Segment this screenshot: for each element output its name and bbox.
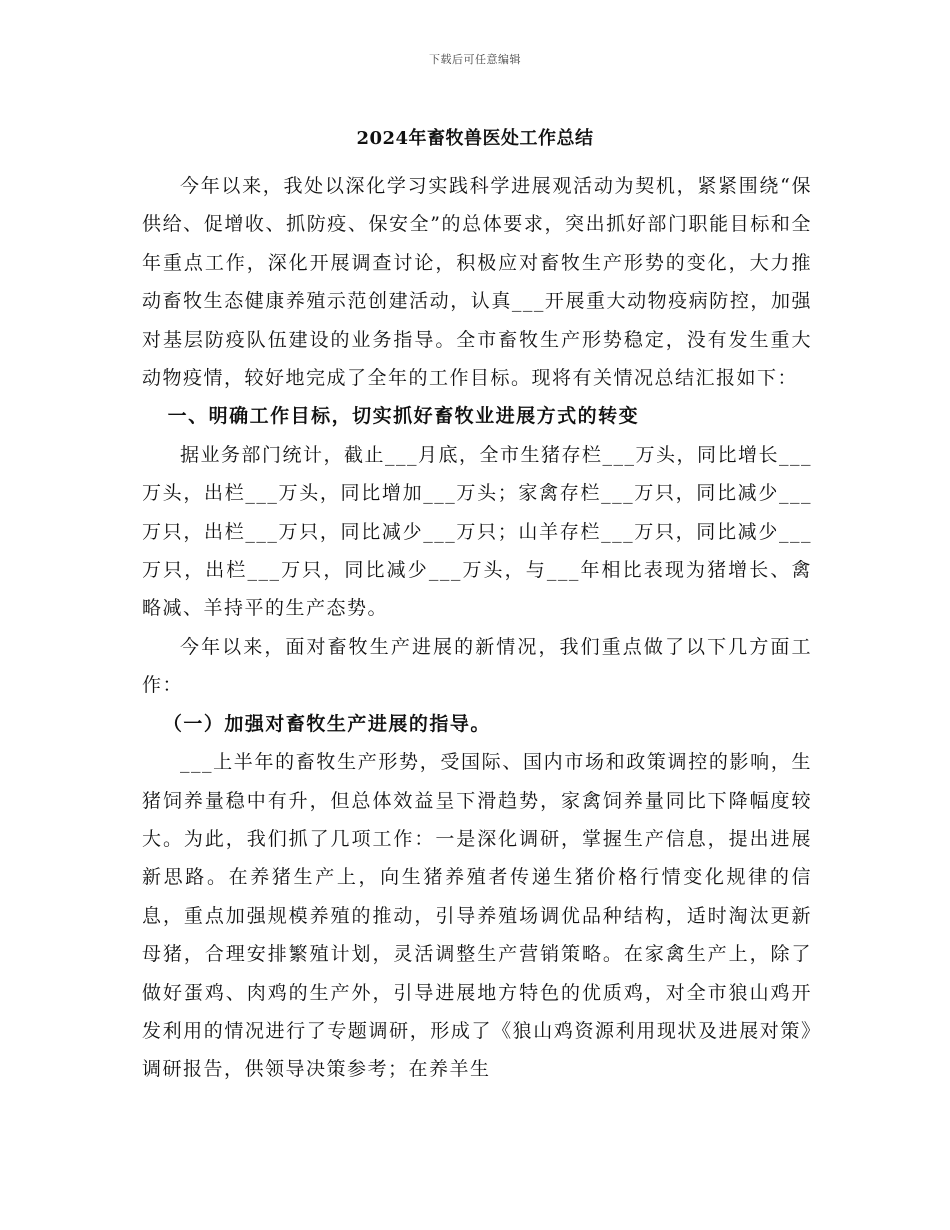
statistics-paragraph: 据业务部门统计，截止___月底，全市生猪存栏___万头，同比增长___万头，出栏___万头，同比增加___万头；家禽存栏___万只，同比减少___万只，出栏___万只，同比减少___万只；山羊存栏___万只，同比减少___万只，出栏___万只，同比减少___万头，与___年相比表现为猪增长、禽略减、羊持平的生产态势。 (142, 443, 813, 620)
document-body (142, 167, 812, 1089)
guidance-paragraph: ___上半年的畜牧生产形势，受国际、国内市场和政策调控的影响，生猪饲养量稳中有升，但总体效益呈下滑趋势，家禽饲养量同比下降幅度较大。为此，我们抓了几项工作：一是深化调研，掌握生产信息，提出进展新思路。在养猪生产上，向生猪养殖者传递生猪价格行情变化规律的信息，重点加强规模养殖的推动，引导养殖场调优品种结构，适时淘汰更新母猪，合理安排繁殖计划，灵活调整生产营销策略。在家禽生产上，除了做好蛋鸡、肉鸡的生产外，引导进展地方特色的优质鸡，对全市狼山鸡开发利用的情况进行了专题调研，形成了《狼山鸡资源利用现状及进展对策》调研报告，供领导决策参考；在养羊生 (142, 751, 812, 1081)
intro-paragraph: 今年以来，我处以深化学习实践科学进展观活动为契机，紧紧围绕“保供给、促增收、抓防疫、保安全”的总体要求，突出抓好部门职能目标和全年重点工作，深化开展调查讨论，积极应对畜牧生产形势的变化，大力推动畜牧生态健康养殖示范创建活动，认真___开展重大动物疫病防控，加强对基层防疫队伍建设的业务指导。全市畜牧生产形势稳定，没有发生重大动物疫情，较好地完成了全年的工作目标。现将有关情况总结汇报如下： (142, 175, 812, 390)
section-heading-1: 一、明确工作目标，切实抓好畜牧业进展方式的转变 (167, 405, 640, 428)
subsection-heading-1: （一）加强对畜牧生产进展的指导。 (162, 712, 491, 735)
header-note: 下载后可任意编辑 (429, 53, 521, 66)
work-overview-paragraph: 今年以来，面对畜牧生产进展的新情况，我们重点做了以下几方面工作： (142, 635, 812, 697)
document-title: 2024年畜牧兽医处工作总结 (356, 128, 594, 149)
